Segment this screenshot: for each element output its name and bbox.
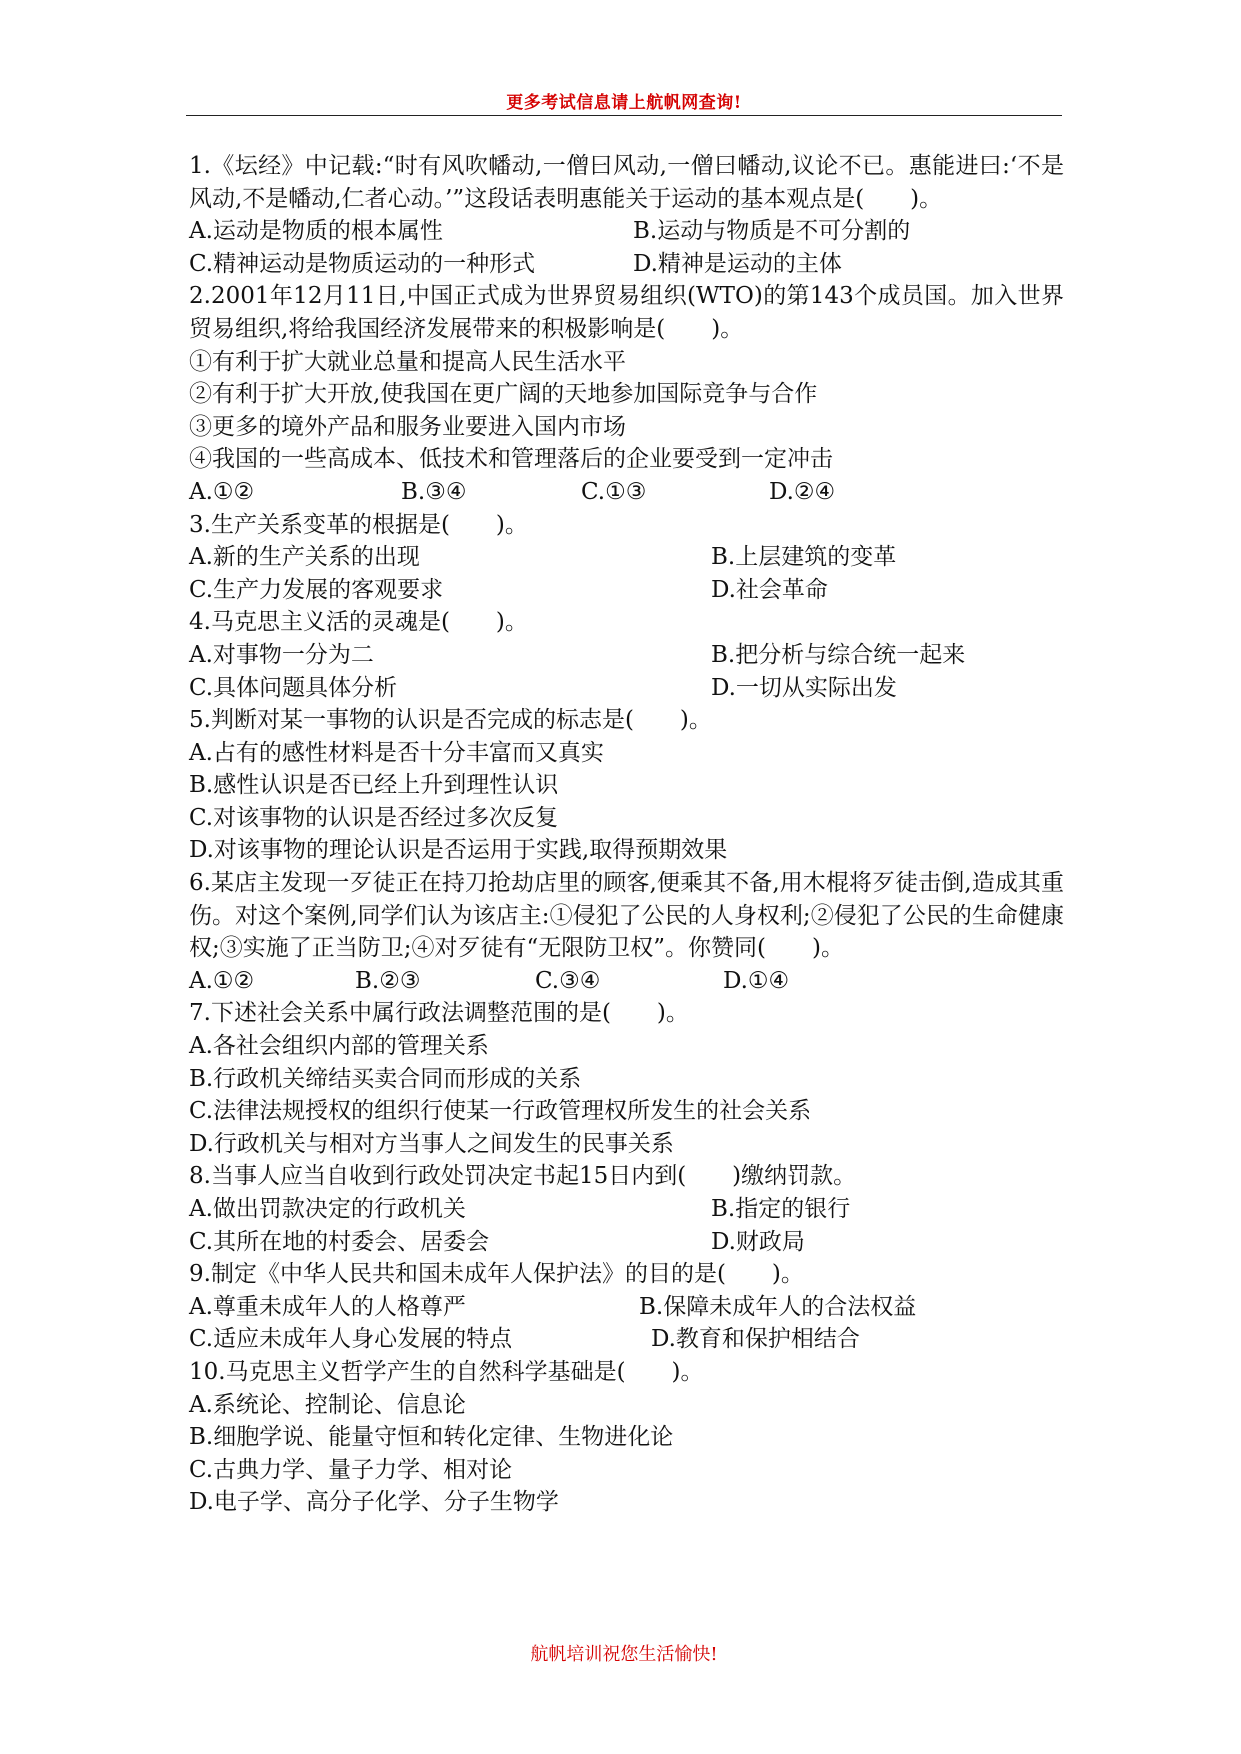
question-2-option-c: C.①③ — [581, 478, 647, 505]
question-5-option-d: D.对该事物的理论认识是否运用于实践,取得预期效果 — [189, 837, 728, 864]
question-1-options-row-1 — [189, 215, 1064, 248]
question-2-item-1: ①有利于扩大就业总量和提高人民生活水平 — [189, 348, 626, 375]
question-4-option-a: A.对事物一分为二 — [189, 641, 374, 668]
question-6-stem: 6.某店主发现一歹徒正在持刀抢劫店里的顾客,便乘其不备,用木棍将歹徒击倒,造成其重伤。对这个案例,同学们认为该店主:①侵犯了公民的人身权利;②侵犯了公民的生命健康权;③实施了正当防卫;④对歹徒有“无限防卫权”。你赞同( )。 — [189, 870, 1064, 962]
question-1-options-row-2 — [189, 248, 1064, 281]
question-2-option-b: B.③④ — [401, 478, 467, 505]
question-3-options-row-2 — [189, 574, 1064, 607]
question-7-option-a: A.各社会组织内部的管理关系 — [189, 1033, 489, 1060]
page-header: 更多考试信息请上航帆网查询! — [506, 93, 742, 113]
question-10-option-b: B.细胞学说、能量守恒和转化定律、生物进化论 — [189, 1424, 674, 1451]
question-8-option-c: C.其所在地的村委会、居委会 — [189, 1228, 490, 1255]
question-7-stem: 7.下述社会关系中属行政法调整范围的是( )。 — [189, 1000, 689, 1027]
question-10-option-d: D.电子学、高分子化学、分子生物学 — [189, 1489, 559, 1516]
question-1-option-d: D.精神是运动的主体 — [633, 250, 842, 277]
question-8-options-row-2 — [189, 1226, 1064, 1259]
header-divider — [186, 115, 1062, 116]
question-9-stem: 9.制定《中华人民共和国未成年人保护法》的目的是( )。 — [189, 1261, 804, 1288]
question-2-options-row — [189, 476, 1064, 509]
question-9-option-a: A.尊重未成年人的人格尊严 — [189, 1293, 466, 1320]
question-8-options-row-1 — [189, 1193, 1064, 1226]
page-footer: 航帆培训祝您生活愉快! — [530, 1644, 718, 1665]
question-2-stem: 2.2001年12月11日,中国正式成为世界贸易组织(WTO)的第143个成员国。加入世界贸易组织,将给我国经济发展带来的积极影响是( )。 — [189, 283, 1064, 342]
question-10-option-a: A.系统论、控制论、信息论 — [189, 1391, 466, 1418]
question-5-option-a: A.占有的感性材料是否十分丰富而又真实 — [189, 739, 604, 766]
question-6-option-a: A.①② — [189, 967, 255, 994]
question-9-option-d: D.教育和保护相结合 — [651, 1326, 860, 1353]
question-2-option-d: D.②④ — [769, 478, 836, 505]
question-2-option-a: A.①② — [189, 478, 255, 505]
question-7-option-b: B.行政机关缔结买卖合同而形成的关系 — [189, 1065, 582, 1092]
question-2-item-3: ③更多的境外产品和服务业要进入国内市场 — [189, 413, 626, 440]
question-7-option-d: D.行政机关与相对方当事人之间发生的民事关系 — [189, 1130, 674, 1157]
question-10-stem: 10.马克思主义哲学产生的自然科学基础是( )。 — [189, 1358, 704, 1385]
question-2-item-2: ②有利于扩大开放,使我国在更广阔的天地参加国际竞争与合作 — [189, 381, 818, 408]
question-6-option-c: C.③④ — [535, 967, 601, 994]
question-8-stem: 8.当事人应当自收到行政处罚决定书起15日内到( )缴纳罚款。 — [189, 1163, 857, 1190]
question-2-item-4: ④我国的一些高成本、低技术和管理落后的企业要受到一定冲击 — [189, 446, 833, 473]
question-4-stem: 4.马克思主义活的灵魂是( )。 — [189, 609, 528, 636]
question-8-option-b: B.指定的银行 — [711, 1196, 851, 1222]
question-4-options-row-1 — [189, 639, 1064, 672]
question-6-options-row — [189, 965, 1064, 998]
question-6-option-d: D.①④ — [723, 967, 790, 994]
question-5-stem: 5.判断对某一事物的认识是否完成的标志是( )。 — [189, 707, 712, 734]
question-3-option-c: C.生产力发展的客观要求 — [189, 576, 444, 603]
question-5-option-b: B.感性认识是否已经上升到理性认识 — [189, 772, 559, 799]
question-3-options-row-1 — [189, 541, 1064, 574]
question-list — [189, 150, 1064, 1519]
question-8-option-a: A.做出罚款决定的行政机关 — [189, 1196, 466, 1222]
question-3-option-b: B.上层建筑的变革 — [711, 544, 897, 571]
question-3-option-a: A.新的生产关系的出现 — [189, 544, 420, 571]
question-5-option-c: C.对该事物的认识是否经过多次反复 — [189, 804, 559, 831]
question-1-option-c: C.精神运动是物质运动的一种形式 — [189, 250, 536, 277]
question-4-options-row-2 — [189, 672, 1064, 705]
question-4-option-c: C.具体问题具体分析 — [189, 674, 398, 701]
question-7-option-c: C.法律法规授权的组织行使某一行政管理权所发生的社会关系 — [189, 1098, 812, 1125]
question-1-option-a: A.运动是物质的根本属性 — [189, 218, 443, 245]
question-3-option-d: D.社会革命 — [711, 576, 828, 603]
question-1-option-b: B.运动与物质是不可分割的 — [633, 218, 911, 245]
question-10-option-c: C.古典力学、量子力学、相对论 — [189, 1456, 513, 1483]
question-9-option-b: B.保障未成年人的合法权益 — [639, 1293, 917, 1320]
question-8-option-d: D.财政局 — [711, 1228, 805, 1255]
question-9-options-row-1 — [189, 1291, 1064, 1324]
question-3-stem: 3.生产关系变革的根据是( )。 — [189, 511, 528, 538]
question-1-stem: 1.《坛经》中记载:“时有风吹幡动,一僧曰风动,一僧曰幡动,议论不已。惠能进曰:‘不是风动,不是幡动,仁者心动。’”这段话表明惠能关于运动的基本观点是( )。 — [189, 153, 1064, 212]
question-9-option-c: C.适应未成年人身心发展的特点 — [189, 1326, 513, 1353]
question-9-options-row-2 — [189, 1323, 1064, 1356]
question-4-option-b: B.把分析与综合统一起来 — [711, 641, 966, 668]
question-6-option-b: B.②③ — [355, 967, 421, 994]
question-4-option-d: D.一切从实际出发 — [711, 674, 897, 701]
